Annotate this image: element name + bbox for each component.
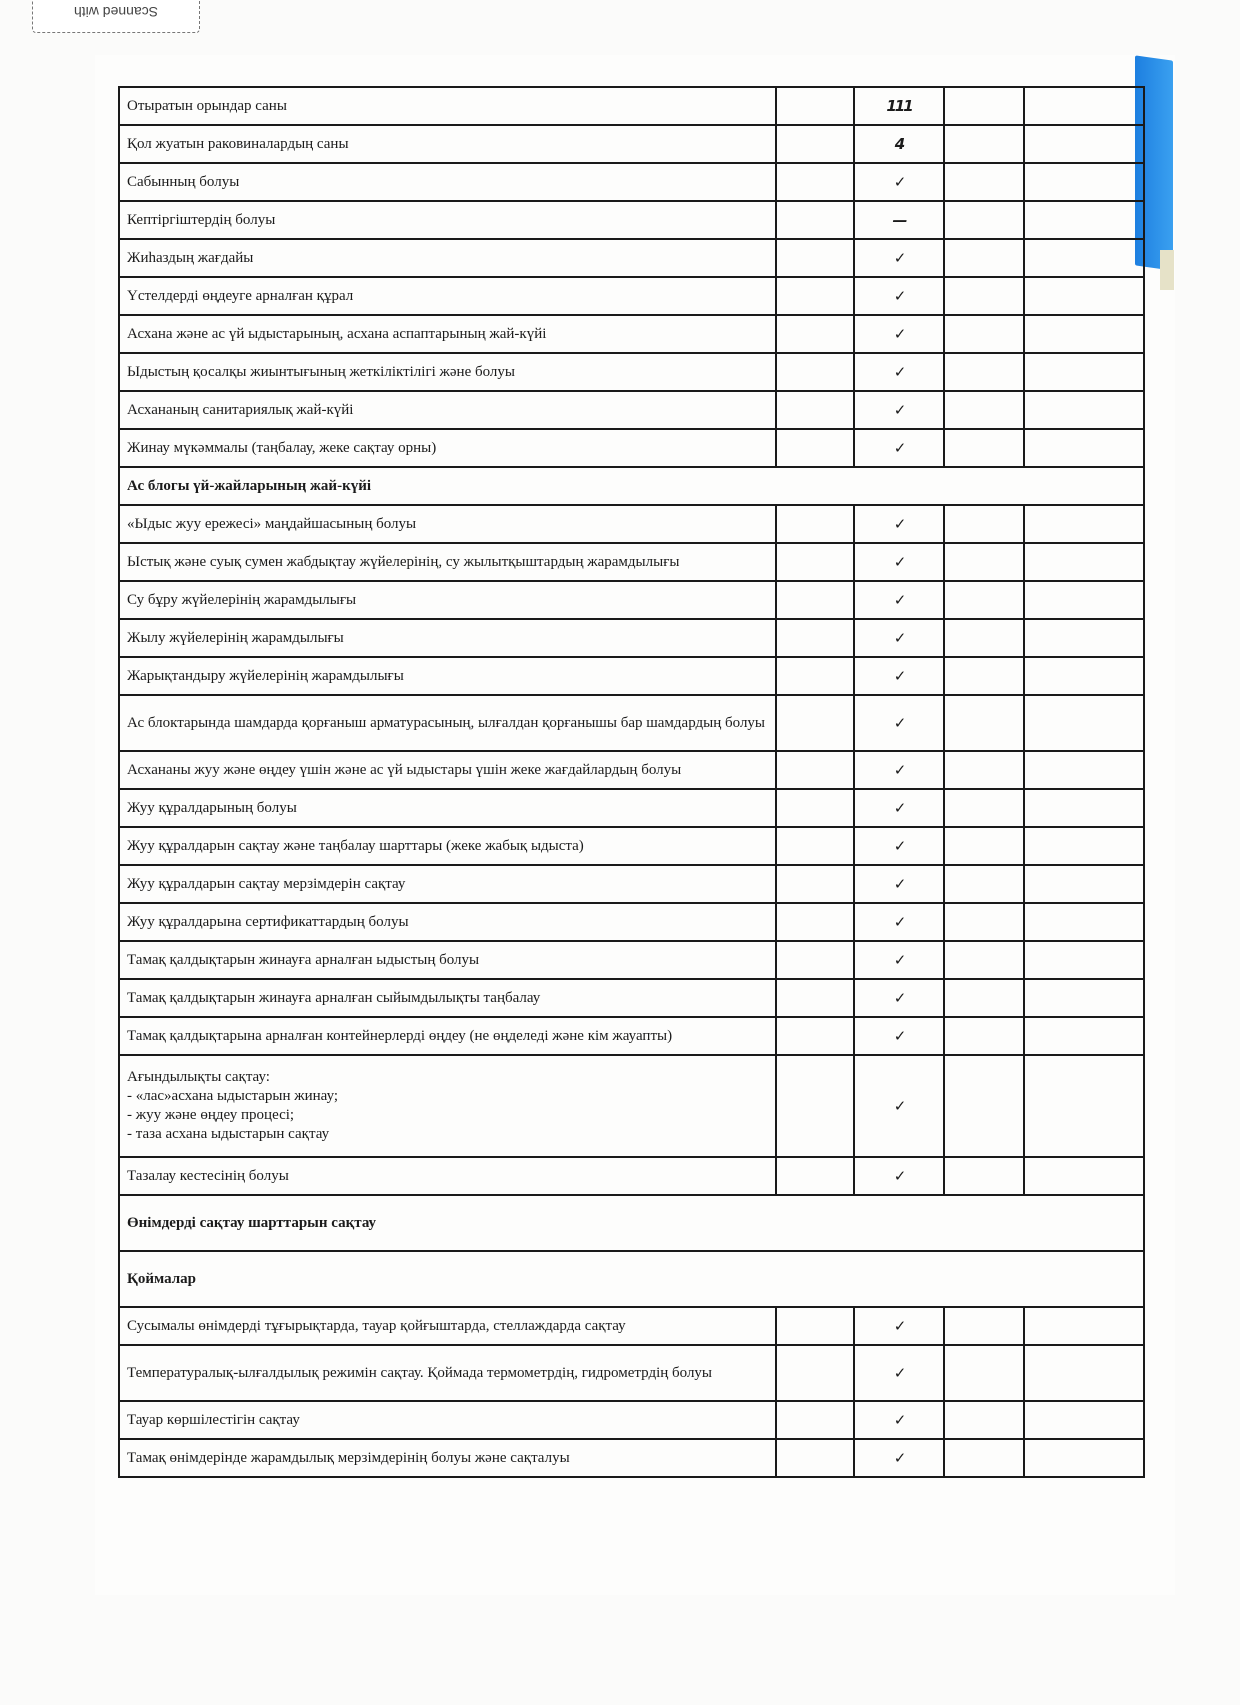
row-text: Қол жуатын раковиналардың саны	[119, 125, 776, 163]
section-row	[119, 1195, 1144, 1251]
row-text: Ыстық және суық сумен жабдықтау жүйелерінің, су жылытқыштардың жарамдылығы	[119, 543, 776, 581]
cell-empty	[776, 581, 854, 619]
cell-empty	[1024, 941, 1144, 979]
cell-empty	[1024, 865, 1144, 903]
cell-empty	[1024, 505, 1144, 543]
cell-empty	[776, 315, 854, 353]
table-row	[119, 1017, 1144, 1055]
handwritten-mark: ✓	[854, 941, 944, 979]
cell-empty	[1024, 1055, 1144, 1157]
handwritten-mark: ✓	[854, 353, 944, 391]
table-row	[119, 789, 1144, 827]
row-text: «Ыдыс жуу ережесі» маңдайшасының болуы	[119, 505, 776, 543]
table-row	[119, 353, 1144, 391]
table-row	[119, 239, 1144, 277]
cell-empty	[776, 505, 854, 543]
table-row	[119, 163, 1144, 201]
cell-empty	[944, 1157, 1024, 1195]
handwritten-mark: ✓	[854, 315, 944, 353]
cell-empty	[776, 979, 854, 1017]
row-text: Ағындылықты сақтау: - «лас»асхана ыдыстарын жинау; - жуу және өңдеу процесі; - таза асхана ыдыстарын сақтау	[119, 1055, 776, 1157]
row-text: Тамақ қалдықтарын жинауға арналған сыйымдылықты таңбалау	[119, 979, 776, 1017]
cell-empty	[776, 1401, 854, 1439]
cell-empty	[776, 1439, 854, 1477]
cell-empty	[1024, 125, 1144, 163]
cell-empty	[944, 391, 1024, 429]
row-text: Жиһаздың жағдайы	[119, 239, 776, 277]
cell-empty	[776, 239, 854, 277]
cell-empty	[944, 1307, 1024, 1345]
row-text: Ыдыстың қосалқы жиынтығының жеткіліктілігі және болуы	[119, 353, 776, 391]
table-row	[119, 1345, 1144, 1401]
cell-empty	[776, 277, 854, 315]
table-row	[119, 1055, 1144, 1157]
cell-empty	[1024, 277, 1144, 315]
row-text: Жарықтандыру жүйелерінің жарамдылығы	[119, 657, 776, 695]
table-row	[119, 277, 1144, 315]
cell-empty	[1024, 619, 1144, 657]
cell-empty	[944, 239, 1024, 277]
row-text: Жуу құралдарының болуы	[119, 789, 776, 827]
cell-empty	[1024, 695, 1144, 751]
cell-empty	[1024, 827, 1144, 865]
cell-empty	[776, 163, 854, 201]
cell-empty	[776, 1345, 854, 1401]
cell-empty	[944, 543, 1024, 581]
handwritten-mark: ✓	[854, 657, 944, 695]
cell-empty	[1024, 163, 1144, 201]
cell-empty	[776, 201, 854, 239]
cell-empty	[944, 1017, 1024, 1055]
table-row	[119, 751, 1144, 789]
row-text: Жуу құралдарын сақтау мерзімдерін сақтау	[119, 865, 776, 903]
cell-empty	[776, 903, 854, 941]
cell-empty	[944, 1439, 1024, 1477]
section-heading: Қоймалар	[119, 1251, 1144, 1307]
handwritten-mark: ✓	[854, 1157, 944, 1195]
table-row	[119, 1157, 1144, 1195]
cell-empty	[944, 429, 1024, 467]
cell-empty	[1024, 239, 1144, 277]
table-row	[119, 1307, 1144, 1345]
handwritten-mark: ✓	[854, 619, 944, 657]
row-text: Отыратын орындар саны	[119, 87, 776, 125]
cell-empty	[1024, 391, 1144, 429]
table-row	[119, 695, 1144, 751]
table-row	[119, 979, 1144, 1017]
row-text: Жуу құралдарына сертификаттардың болуы	[119, 903, 776, 941]
handwritten-mark: 4	[854, 125, 944, 163]
section-row	[119, 467, 1144, 505]
handwritten-mark: 111	[854, 87, 944, 125]
cell-empty	[1024, 315, 1144, 353]
row-text: Асхана және ас үй ыдыстарының, асхана аспаптарының жай-күйі	[119, 315, 776, 353]
table-row	[119, 391, 1144, 429]
cell-empty	[944, 789, 1024, 827]
handwritten-mark: ✓	[854, 751, 944, 789]
cell-empty	[944, 619, 1024, 657]
cell-empty	[944, 827, 1024, 865]
cell-empty	[1024, 789, 1144, 827]
cell-empty	[1024, 87, 1144, 125]
handwritten-mark: ✓	[854, 1345, 944, 1401]
table-row	[119, 903, 1144, 941]
handwritten-mark: ✓	[854, 789, 944, 827]
cell-empty	[944, 979, 1024, 1017]
cell-empty	[944, 201, 1024, 239]
cell-empty	[776, 751, 854, 789]
table-row	[119, 429, 1144, 467]
cell-empty	[944, 751, 1024, 789]
cell-empty	[776, 353, 854, 391]
handwritten-mark: ✓	[854, 1401, 944, 1439]
handwritten-mark: ✓	[854, 1439, 944, 1477]
cell-empty	[776, 543, 854, 581]
handwritten-mark: ✓	[854, 1017, 944, 1055]
cell-empty	[1024, 1157, 1144, 1195]
cell-empty	[944, 581, 1024, 619]
row-text: Тауар көршілестігін сақтау	[119, 1401, 776, 1439]
handwritten-mark: ✓	[854, 1307, 944, 1345]
cell-empty	[944, 505, 1024, 543]
row-text: Үстелдерді өңдеуге арналған құрал	[119, 277, 776, 315]
handwritten-mark: ✓	[854, 1055, 944, 1157]
cell-empty	[944, 277, 1024, 315]
cell-empty	[944, 125, 1024, 163]
handwritten-mark: ✓	[854, 277, 944, 315]
cell-empty	[944, 657, 1024, 695]
cell-empty	[944, 353, 1024, 391]
table-row	[119, 827, 1144, 865]
cell-empty	[776, 1055, 854, 1157]
table-row	[119, 619, 1144, 657]
handwritten-mark: ✓	[854, 695, 944, 751]
cell-empty	[944, 941, 1024, 979]
cell-empty	[776, 827, 854, 865]
row-text: Кептіргіштердің болуы	[119, 201, 776, 239]
cell-empty	[944, 865, 1024, 903]
table-row	[119, 1439, 1144, 1477]
cell-empty	[776, 125, 854, 163]
row-text: Жылу жүйелерінің жарамдылығы	[119, 619, 776, 657]
row-text: Жинау мүкәммалы (таңбалау, жеке сақтау орны)	[119, 429, 776, 467]
cell-empty	[776, 87, 854, 125]
section-heading: Ас блогы үй-жайларының жай-күйі	[119, 467, 1144, 505]
table-row	[119, 657, 1144, 695]
cell-empty	[944, 1345, 1024, 1401]
scan-stamp	[32, 0, 200, 33]
row-text: Сабынның болуы	[119, 163, 776, 201]
cell-empty	[944, 1401, 1024, 1439]
table-row	[119, 1401, 1144, 1439]
inspection-checklist-table	[118, 86, 1145, 1478]
cell-empty	[1024, 1439, 1144, 1477]
handwritten-mark: ✓	[854, 239, 944, 277]
cell-empty	[776, 789, 854, 827]
handwritten-mark: ✓	[854, 903, 944, 941]
handwritten-mark: ✓	[854, 979, 944, 1017]
cell-empty	[1024, 543, 1144, 581]
row-text: Температуралық-ылғалдылық режимін сақтау. Қоймада термометрдің, гидрометрдің болуы	[119, 1345, 776, 1401]
cell-empty	[944, 1055, 1024, 1157]
handwritten-mark: —	[854, 201, 944, 239]
row-text: Тамақ қалдықтарын жинауға арналған ыдыстың болуы	[119, 941, 776, 979]
cell-empty	[944, 87, 1024, 125]
row-text: Су бұру жүйелерінің жарамдылығы	[119, 581, 776, 619]
row-text: Ас блоктарында шамдарда қорғаныш арматурасының, ылғалдан қорғанышы бар шамдардың болуы	[119, 695, 776, 751]
cell-empty	[1024, 751, 1144, 789]
row-text: Асхананың санитариялық жай-күйі	[119, 391, 776, 429]
cell-empty	[1024, 353, 1144, 391]
cell-empty	[776, 695, 854, 751]
tape-strip	[1160, 250, 1174, 290]
row-text: Тамақ өнімдерінде жарамдылық мерзімдерінің болуы және сақталуы	[119, 1439, 776, 1477]
section-heading: Өнімдерді сақтау шарттарын сақтау	[119, 1195, 1144, 1251]
cell-empty	[944, 315, 1024, 353]
cell-empty	[776, 619, 854, 657]
cell-empty	[1024, 581, 1144, 619]
row-text: Асхананы жуу және өңдеу үшін және ас үй ыдыстары үшін жеке жағдайлардың болуы	[119, 751, 776, 789]
table-row	[119, 201, 1144, 239]
scan-stamp-label: Scanned with	[73, 4, 159, 20]
cell-empty	[1024, 429, 1144, 467]
handwritten-mark: ✓	[854, 827, 944, 865]
handwritten-mark: ✓	[854, 581, 944, 619]
cell-empty	[776, 657, 854, 695]
row-text: Тамақ қалдықтарына арналған контейнерлерді өңдеу (не өңделеді және кім жауапты)	[119, 1017, 776, 1055]
cell-empty	[1024, 1345, 1144, 1401]
table-row	[119, 581, 1144, 619]
row-text: Сусымалы өнімдерді тұғырықтарда, тауар қойғыштарда, стеллаждарда сақтау	[119, 1307, 776, 1345]
table-row	[119, 87, 1144, 125]
table-row	[119, 865, 1144, 903]
cell-empty	[1024, 979, 1144, 1017]
row-text: Жуу құралдарын сақтау және таңбалау шарттары (жеке жабық ыдыста)	[119, 827, 776, 865]
handwritten-mark: ✓	[854, 429, 944, 467]
table-row	[119, 941, 1144, 979]
handwritten-mark: ✓	[854, 865, 944, 903]
handwritten-mark: ✓	[854, 505, 944, 543]
cell-empty	[1024, 1401, 1144, 1439]
cell-empty	[776, 1017, 854, 1055]
cell-empty	[944, 163, 1024, 201]
cell-empty	[1024, 657, 1144, 695]
table-row	[119, 543, 1144, 581]
cell-empty	[1024, 903, 1144, 941]
cell-empty	[776, 429, 854, 467]
table-row	[119, 505, 1144, 543]
cell-empty	[1024, 1017, 1144, 1055]
handwritten-mark: ✓	[854, 543, 944, 581]
cell-empty	[776, 865, 854, 903]
section-row	[119, 1251, 1144, 1307]
handwritten-mark: ✓	[854, 391, 944, 429]
cell-empty	[1024, 201, 1144, 239]
cell-empty	[944, 903, 1024, 941]
cell-empty	[776, 391, 854, 429]
cell-empty	[944, 695, 1024, 751]
handwritten-mark: ✓	[854, 163, 944, 201]
table-row	[119, 315, 1144, 353]
cell-empty	[776, 941, 854, 979]
cell-empty	[1024, 1307, 1144, 1345]
cell-empty	[776, 1307, 854, 1345]
table-row	[119, 125, 1144, 163]
cell-empty	[776, 1157, 854, 1195]
row-text: Тазалау кестесінің болуы	[119, 1157, 776, 1195]
